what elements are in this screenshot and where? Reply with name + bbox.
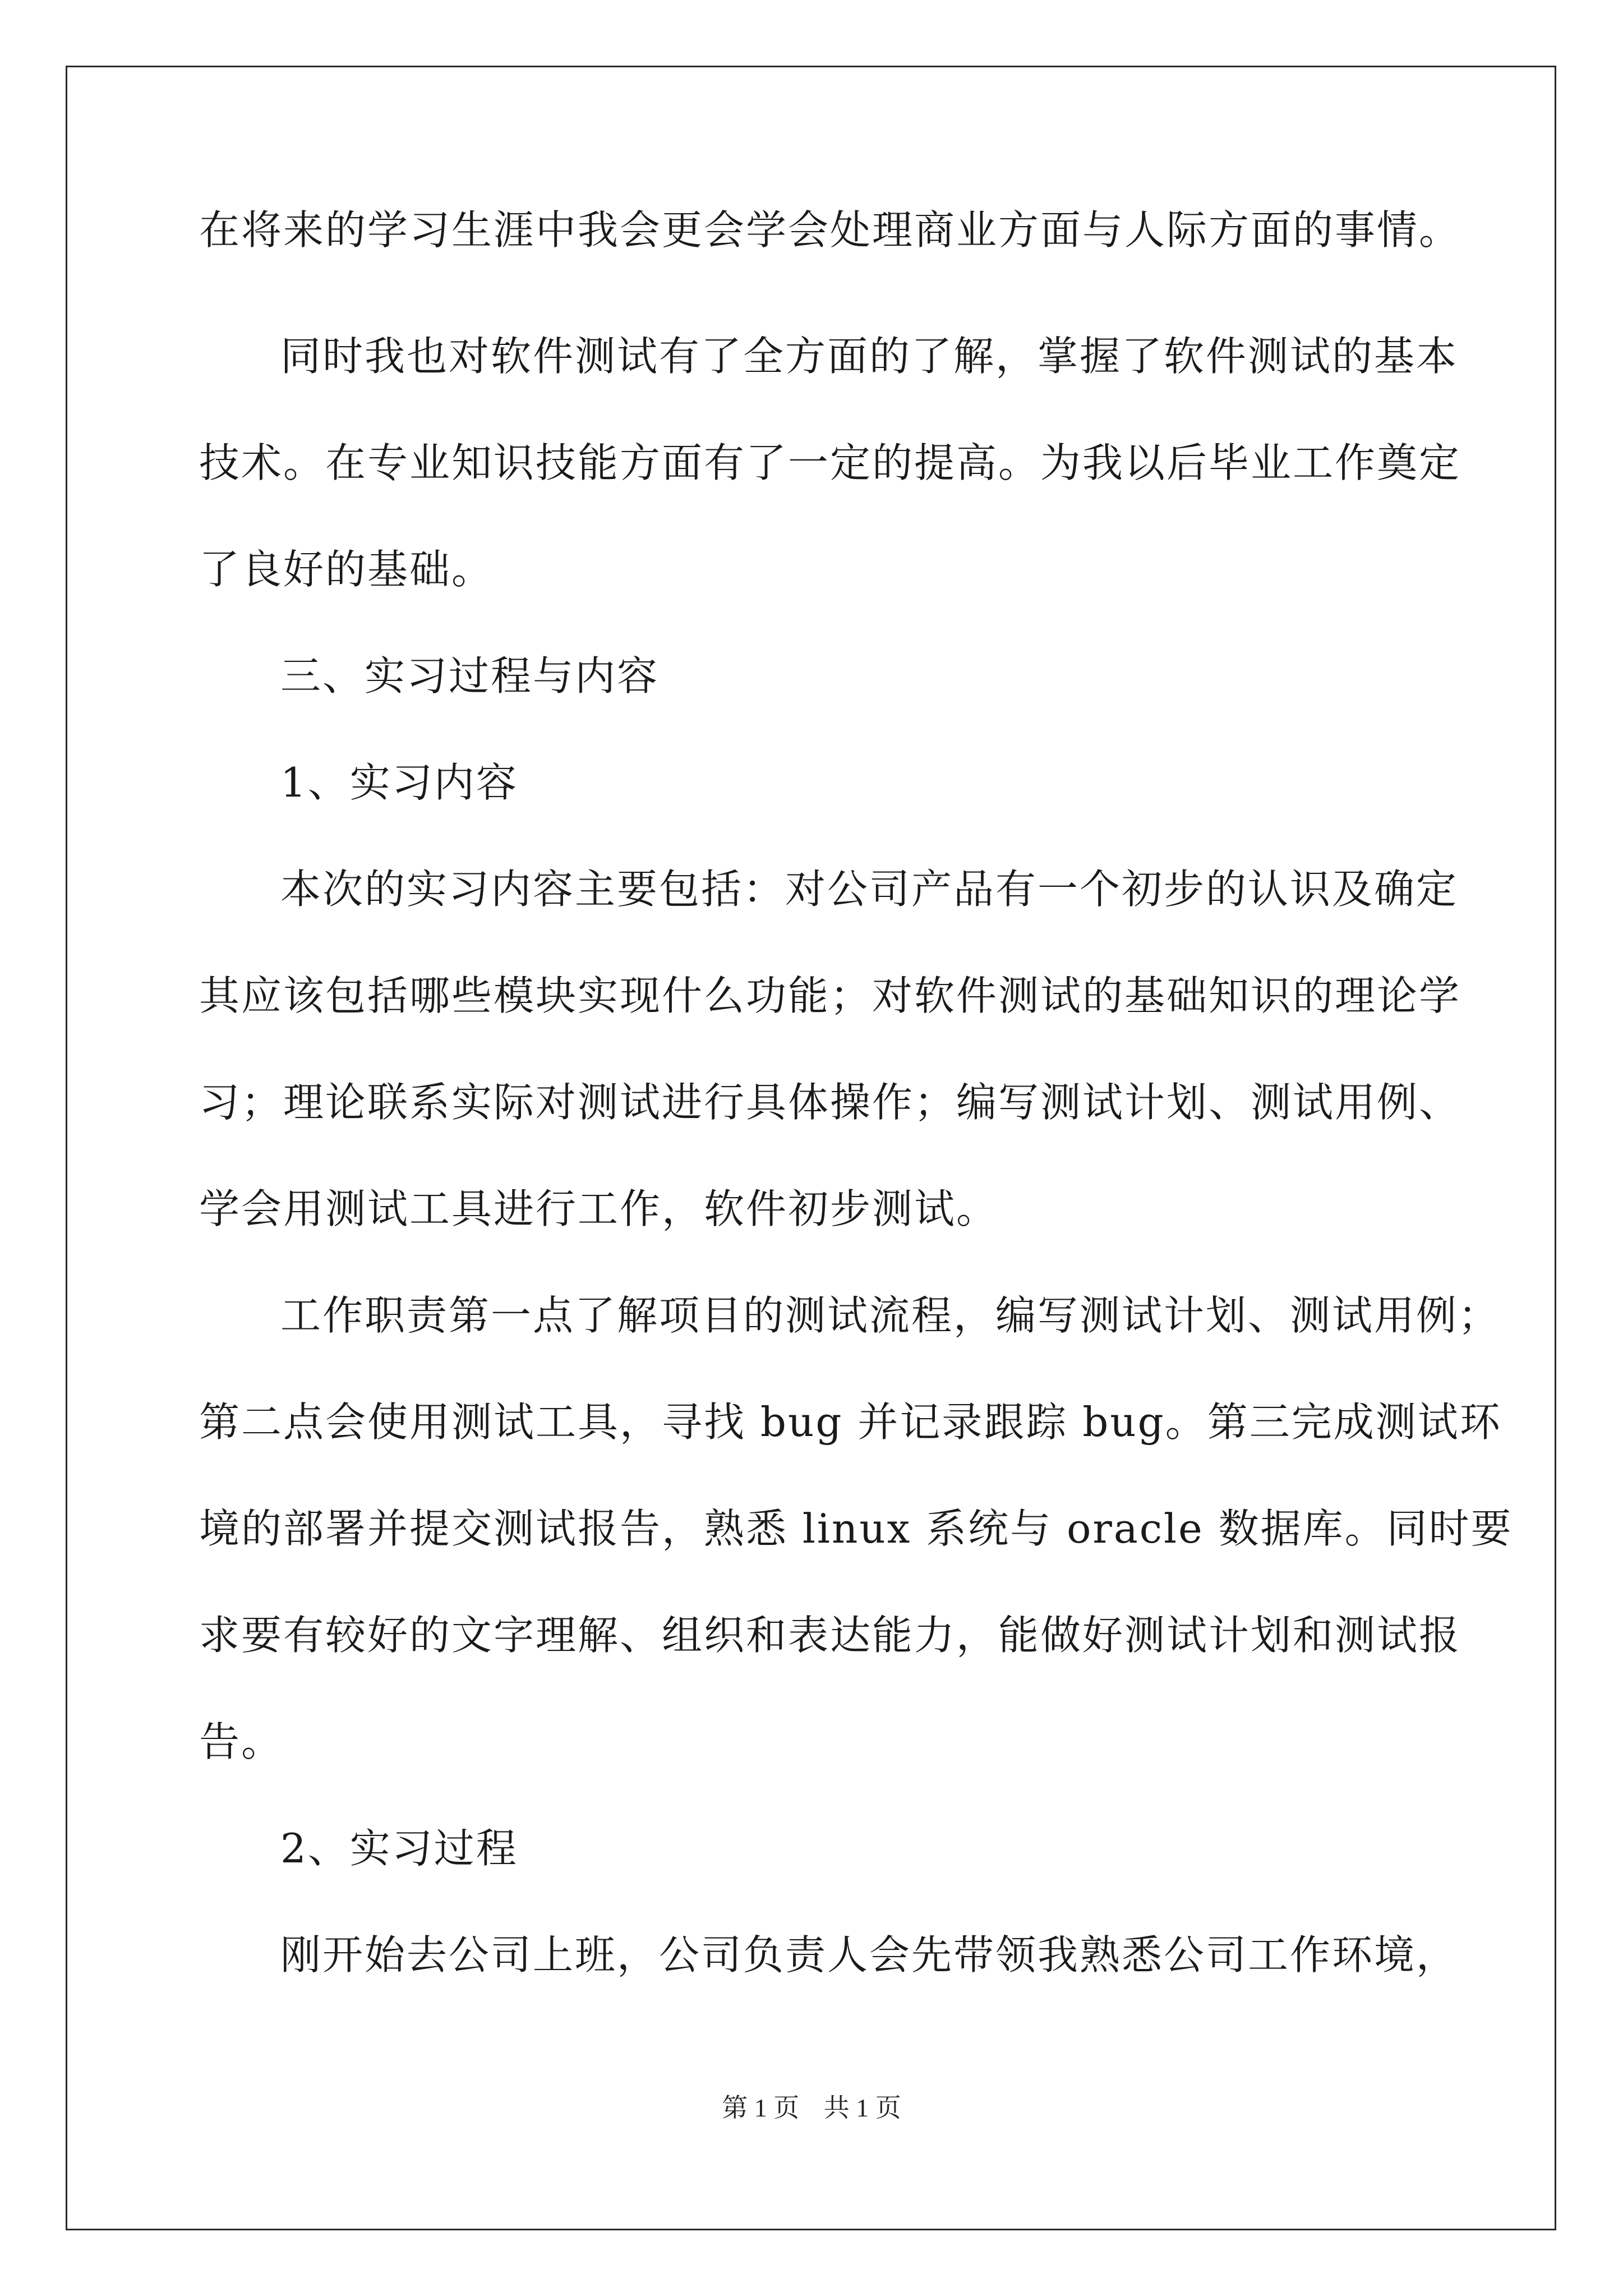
paragraph-line-2: 同时我也对软件测试有了全方面的了解，掌握了软件测试的基本 bbox=[280, 333, 1459, 380]
subsection-heading-1: 1、实习内容 bbox=[280, 759, 518, 806]
body-line-9: 习；理论联系实际对测试进行具体操作；编写测试计划、测试用例、 bbox=[199, 1079, 1461, 1126]
subsection-heading-2: 2、实习过程 bbox=[280, 1825, 518, 1872]
section-heading: 三、实习过程与内容 bbox=[280, 652, 660, 700]
paragraph-line-11: 工作职责第一点了解项目的测试流程，编写测试计划、测试用例； bbox=[280, 1292, 1501, 1339]
body-line-15: 告。 bbox=[199, 1718, 284, 1765]
page-border bbox=[66, 66, 1556, 2230]
page-total: 共 1 页 bbox=[823, 2093, 901, 2122]
body-line-1: 在将来的学习生涯中我会更会学会处理商业方面与人际方面的事情。 bbox=[199, 206, 1461, 254]
body-line-3: 技术。在专业知识技能方面有了一定的提高。为我以后毕业工作奠定 bbox=[199, 439, 1461, 486]
paragraph-line-17: 刚开始去公司上班，公司负责人会先带领我熟悉公司工作环境， bbox=[280, 1931, 1459, 1978]
body-line-13: 境的部署并提交测试报告，熟悉 linux 系统与 oracle 数据库。同时要 bbox=[199, 1505, 1513, 1552]
body-line-14: 求要有较好的文字理解、组织和表达能力，能做好测试计划和测试报 bbox=[199, 1612, 1461, 1659]
page-footer bbox=[0, 2091, 1623, 2125]
body-line-8: 其应该包括哪些模块实现什么功能；对软件测试的基础知识的理论学 bbox=[199, 972, 1461, 1019]
paragraph-line-7: 本次的实习内容主要包括：对公司产品有一个初步的认识及确定 bbox=[280, 866, 1459, 913]
body-line-4: 了良好的基础。 bbox=[199, 546, 494, 593]
body-line-10: 学会用测试工具进行工作，软件初步测试。 bbox=[199, 1185, 999, 1232]
page-number: 第 1 页 bbox=[722, 2093, 800, 2122]
body-line-12: 第二点会使用测试工具，寻找 bug 并记录跟踪 bug。第三完成测试环 bbox=[199, 1398, 1502, 1446]
